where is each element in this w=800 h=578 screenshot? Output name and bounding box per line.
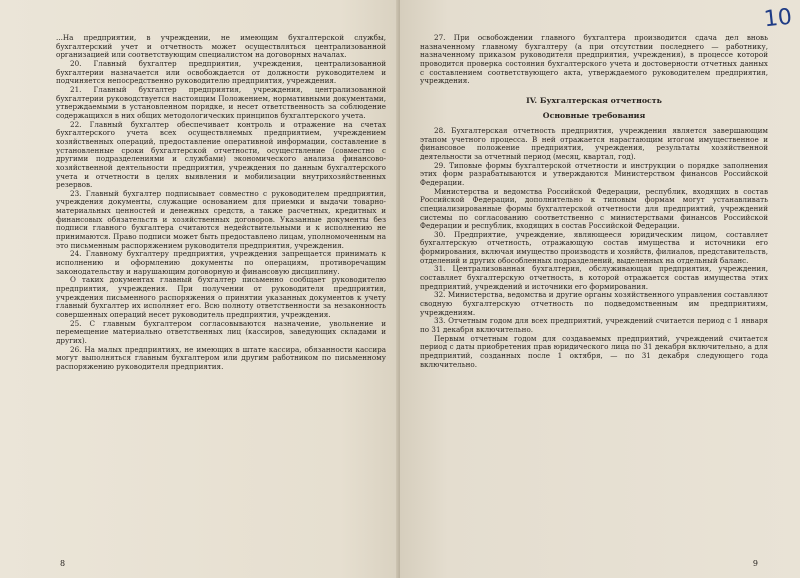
left-page-number: 8 <box>60 559 66 568</box>
section-title: IV. Бухгалтерская отчетность <box>526 95 662 105</box>
left-paragraph: 22. Главный бухгалтер обеспечивает контроль и отражение на счетах бухгалтерского учета всех осуществляемых предприятием, учреждением хозяйственных операций, предоставление оперативной информации, составление в установленные сроки бухгалтерской отчетности, осуществление (совместно с другими подразделениями и службами) экономического анализа финансово-хозяйственной деятельности предприятия, учреждения по данным бухгалтерского учета и отчетности в целях выявления и мобилизации внутрихозяйственных резервов. <box>56 119 386 190</box>
right-page-number: 9 <box>752 559 758 568</box>
handwritten-folio-number: 10 <box>762 4 794 33</box>
left-paragraph: 25. С главным бухгалтером согласовываются назначение, увольнение и перемещение материально ответственных лиц (кассиров, заведующих складами и других). <box>56 318 386 345</box>
right-paragraph: 30. Предприятие, учреждение, являющееся юридическим лицом, составляет бухгалтерскую отчетность, отражающую состав имущества и источники его формирования, включая имущество производств и хозяйств, филиалов, представительств, отделений и других обособленных подразделений, выделенных на отдельный баланс. <box>420 229 768 265</box>
right-paragraph: 28. Бухгалтерская отчетность предприятия, учреждения является завершающим этапом учетного процесса. В ней отражается нарастающим итогом имущественное и финансовое положение предприятия, учреждения, результаты хозяйственной деятельности за отчетный период (месяц, квартал, год). <box>420 125 768 161</box>
right-paragraph: 29. Типовые формы бухгалтерской отчетности и инструкции о порядке заполнения этих форм разрабатываются и утверждаются Министерством финансов Российской Федерации. <box>420 160 768 187</box>
left-paragraph: ...На предприятии, в учреждении, не имеющим бухгалтерской службы, бухгалтерский учет и отчетность может осуществляться централизованной организацией или соответствующим специалистом на договорных началах. <box>56 33 386 60</box>
left-paragraph: 26. На малых предприятиях, не имеющих в штате кассира, обязанности кассира могут выполняться главным бухгалтером или другим работником по письменному распоряжению руководителя предприятия. <box>56 344 386 371</box>
left-paragraph: 24. Главному бухгалтеру предприятия, учреждения запрещается принимать к исполнению и оформлению документы по операциям, противоречащим законодательству и нарушающим договорную и финансовую дисциплину. <box>56 249 386 276</box>
right-page <box>400 0 800 578</box>
right-intro-paragraph: 27. При освобождении главного бухгалтера производится сдача дел вновь назначенному главному бухгалтеру (а при отсутствии последнего — работнику, назначенному приказом руководителя предприятия, учреждения), в процессе которой проводится проверка состояния бухгалтерского учета и достоверности отчетных данных с составлением соответствующего акта, утверждаемого руководителем предприятия, учреждения. <box>420 33 768 86</box>
right-paragraph: 33. Отчетным годом для всех предприятий, учреждений считается период с 1 января по 31 декабря включительно. <box>420 316 768 335</box>
left-paragraph: 20. Главный бухгалтер предприятия, учреждения, централизованной бухгалтерии назначается или освобождается от должности руководителем и подчиняется непосредственно руководителю предприятия, учреждения. <box>56 58 386 86</box>
left-paragraph: 21. Главный бухгалтер предприятия, учреждения, централизованной бухгалтерии руководствуется настоящим Положением, нормативными документами, утверждаемыми в установленном порядке, и несет ответственность за соблюдение содержащихся в них общих методологических принципов бухгалтерского учета. <box>56 84 386 120</box>
right-paragraph: 32. Министерства, ведомства и другие органы хозяйственного управления составляют сводную бухгалтерскую отчетность по подведомственным им предприятиям, учреждениям. <box>420 290 768 317</box>
right-paragraph: Министерства и ведомства Российской Федерации, республик, входящих в состав Российской Федерации, дополнительно к типовым формам могут устанавливать специализированные формы бухгалтерской отчетности для предприятий, учреждений системы по согласованию соответственно с министерствами финансов Российской Федерации и республик, входящих в состав Российской Федерации. <box>420 186 768 231</box>
right-paragraph: Первым отчетным годом для создаваемых предприятий, учреждений считается период с даты приобретения прав юридического лица по 31 декабря включительно, а для предприятий, созданных после 1 октября, — по 31 декабря следующего года включительно. <box>420 333 768 369</box>
left-paragraph: О таких документах главный бухгалтер письменно сообщает руководителю предприятия, учреждения. При получении от руководителя предприятия, учреждения письменного распоряжения о принятии указанных документов к учету главный бухгалтер их исполняет его. Всю полноту ответственности за незаконность совершенных операций несет руководитель предприятия, учреждения. <box>56 275 386 319</box>
subsection-title: Основные требования <box>542 110 646 120</box>
left-paragraph: 23. Главный бухгалтер подписывает совместно с руководителем предприятия, учреждения документы, служащие основанием для приемки и выдачи товарно-материальных ценностей и денежных средств, а также расчетных, кредитных и финансовых обязательств и хозяйственных договоров. Указанные документы без подписи главного бухгалтера считаются недействительными и к исполнению не принимаются. Право подписи может быть предоставлено лицам, уполномоченным на это письменным распоряжением руководителя предприятия, учреждения. <box>56 188 386 250</box>
right-paragraph: 31. Централизованная бухгалтерия, обслуживающая предприятия, учреждения, составляет бухгалтерскую отчетность, в которой отражается состав имущества этих предприятий, учреждений и источники его формирования. <box>420 264 768 291</box>
